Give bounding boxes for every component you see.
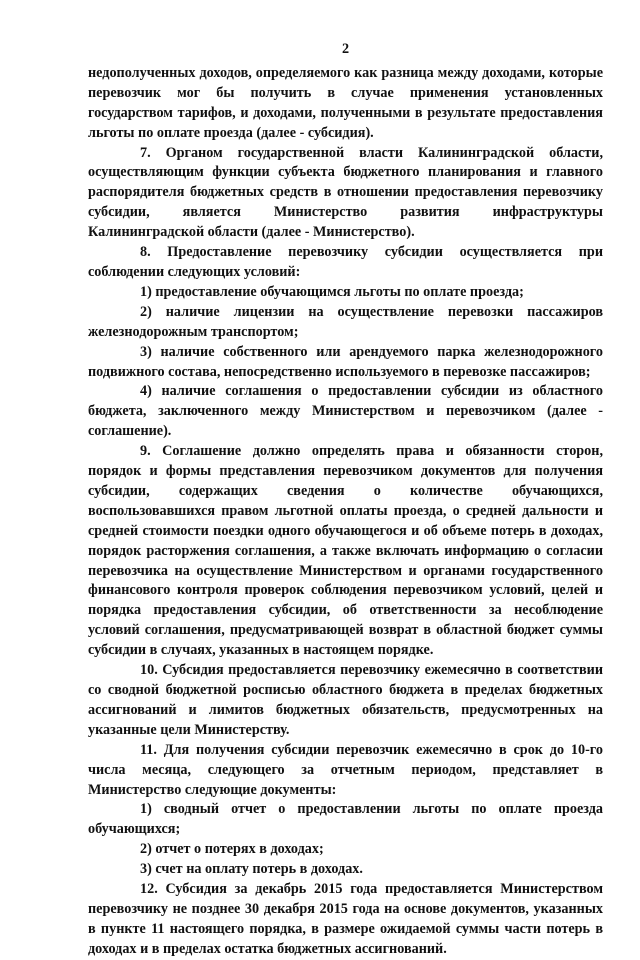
list-item-11-1: 1) сводный отчет о предоставлении льготы по оплате проезда обучающихся; [88, 801, 603, 838]
document-page [88, 40, 603, 960]
paragraph-11: 11. Для получения субсидии перевозчик ежемесячно в срок до 10-го числа месяца, следующего за отчетным периодом, представляет в Министерство следующие документы: [88, 741, 603, 798]
list-item-8-3: 3) наличие собственного или арендуемого парка железнодорожного подвижного состава, непосредственно используемого в перевозке пассажиров; [88, 343, 603, 380]
paragraph-8: 8. Предоставление перевозчику субсидии осуществляется при соблюдении следующих условий: [88, 244, 603, 280]
paragraph-7: 7. Органом государственной власти Калининградской области, осуществляющим функции субъекта бюджетного планирования и главного распорядителя бюджетных средств в отношении предоставления перевозчику субсидии, является Министерство развития инфраструктуры Калининградской области (далее - Министерство). [88, 144, 603, 241]
list-item-11-2: 2) отчет о потерях в доходах; [140, 841, 324, 858]
list-item-11-3: 3) счет на оплату потерь в доходах. [140, 861, 363, 878]
list-item-8-2: 2) наличие лицензии на осуществление перевозки пассажиров железнодорожным транспортом; [88, 303, 603, 340]
list-item-8-4: 4) наличие соглашения о предоставлении субсидии из областного бюджета, заключенного между Министерством и перевозчиком (далее - соглашение). [88, 383, 603, 440]
list-item-8-1: 1) предоставление обучающимся льготы по оплате проезда; [140, 283, 524, 300]
page-number: 2 [341, 41, 350, 57]
paragraph-10: 10. Субсидия предоставляется перевозчику ежемесячно в соответствии со сводной бюджетной росписью областного бюджета в пределах бюджетных ассигнований и лимитов бюджетных обязательств, предусмотренных на указанные цели Министерству. [88, 662, 603, 738]
paragraph-9: 9. Соглашение должно определять права и обязанности сторон, порядок и формы представления перевозчиком документов для получения субсидии, содержащих сведения о количестве обучающихся, воспользовавшихся правом льготной оплаты проезда, о средней дальности и средней стоимости поездки одного обучающегося и об объеме потерь в доходах, порядок расторжения соглашения, а также включать информацию о согласии перевозчика на осуществление Министерством и органами государственного финансового контроля проверок соблюдения перевозчиком условий, целей и порядка предоставления субсидии, об ответственности за несоблюдение условий соглашения, предусматривающей возврат в областной бюджет суммы субсидии в случаях, указанных в настоящем порядке. [88, 443, 603, 659]
paragraph-12: 12. Субсидия за декабрь 2015 года предоставляется Министерством перевозчику не позднее 30 декабря 2015 года на основе документов, указанных в пункте 11 настоящего порядка, в размере ожидаемой суммы части потерь в доходах и в пределах остатка бюджетных ассигнований. [88, 881, 603, 957]
paragraph-continuation: недополученных доходов, определяемого как разница между доходами, которые перевозчик мог бы получить в случае применения установленных государством тарифов, и доходами, полученными в результате предоставления льготы по оплате проезда (далее - субсидия). [88, 64, 603, 141]
